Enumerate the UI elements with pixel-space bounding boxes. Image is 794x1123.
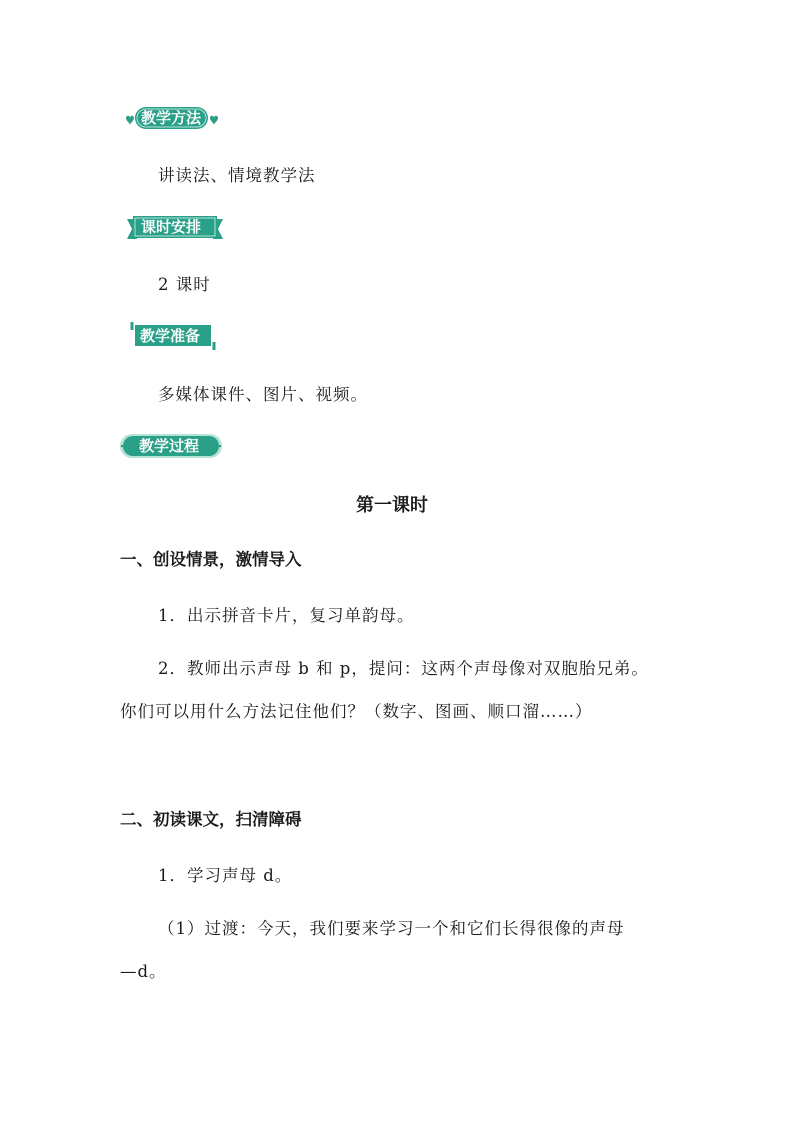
part2-heading: 二、初读课文，扫清障碍 [120,810,302,829]
badge-label: 教学准备 [140,327,201,345]
badge-label: 课时安排 [141,218,202,236]
part2-sub1-line2: —d。 [120,962,167,981]
badge-label: 教学过程 [139,437,200,455]
part2-item1: 1．学习声母 d。 [158,866,293,885]
part1-item2-line1: 2．教师出示声母 b 和 p，提问：这两个声母像对双胞胎兄弟。 [158,659,649,678]
section-badge-process [119,433,223,457]
part1-item2-line2: 你们可以用什么方法记住他们？（数字、图画、顺口溜……） [120,702,593,721]
badge-label: 教学方法 [141,109,202,127]
teaching-method-content: 讲读法、情境教学法 [158,166,316,185]
part2-sub1-line1: （1）过渡：今天，我们要来学习一个和它们长得很像的声母 [158,919,625,938]
preparation-content: 多媒体课件、图片、视频。 [158,385,368,404]
schedule-content: 2 课时 [158,275,211,294]
part1-heading: 一、创设情景，激情导入 [120,550,302,569]
part1-item1: 1．出示拼音卡片，复习单韵母。 [158,606,415,625]
section-badge-preparation [130,322,220,346]
lesson-title: 第一课时 [356,495,428,516]
section-badge-schedule [127,215,227,239]
section-badge-teaching-method [122,106,222,130]
